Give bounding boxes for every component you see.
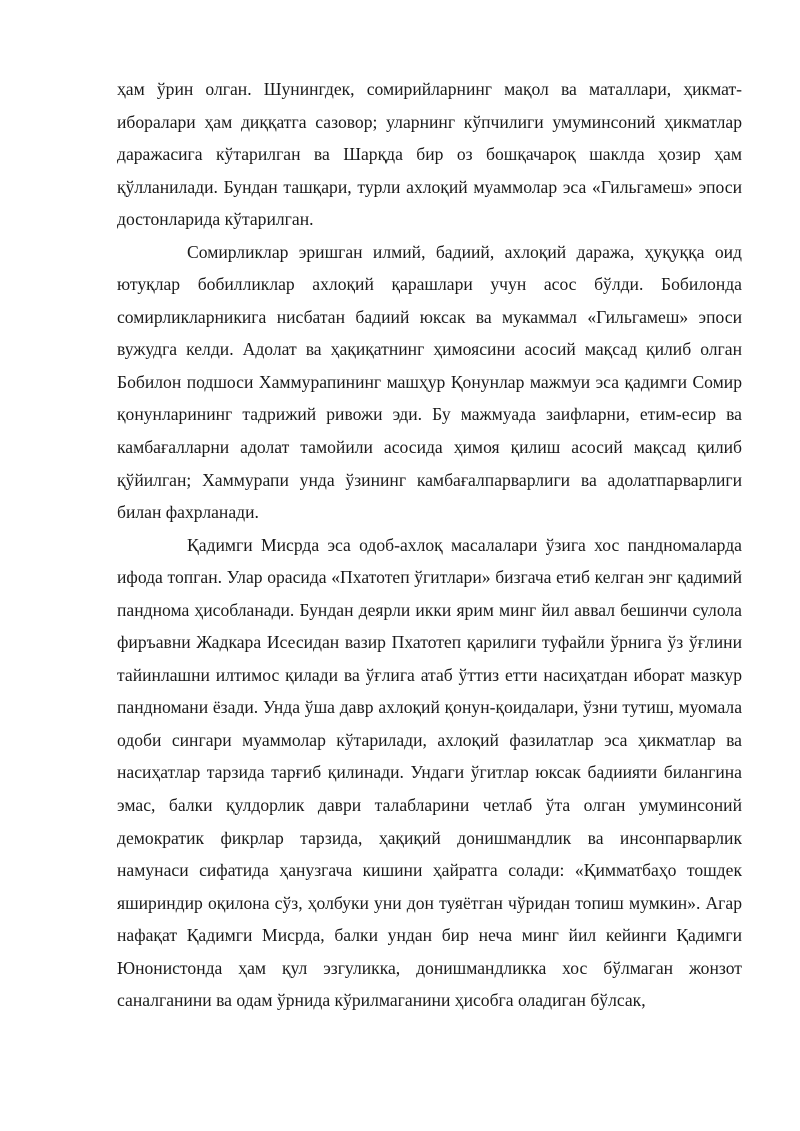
paragraph-continued: ҳам ўрин олган. Шунингдек, сомирийларнинг мақол ва маталлари, ҳикмат-иборалари ҳам диққатга сазовор; уларнинг кўпчилиги умуминсоний ҳикматлар даражасига кўтарилган ва Шарқда бир оз бошқачароқ шаклда ҳозир ҳам қўлланилади. Бундан ташқари, турли ахлоқий муаммолар эса «Гильгамеш» эпоси достонларида кўтарилган.: [117, 79, 742, 230]
paragraph-sumerian-achievements: Сомирликлар эришган илмий, бадиий, ахлоқий даража, ҳуқуққа оид ютуқлар бобилликлар ахлоқий қарашлари учун асос бўлди. Бобилонда сомирликларникига нисбатан бадиий юксак ва мукаммал «Гильгамеш» эпоси вужудга келди. Адолат ва ҳақиқатнинг ҳимоясини асосий мақсад қилиб олган Бобилон подшоси Хаммурапининг машҳур Қонунлар мажмуи эса қадимги Сомир қонунларининг тадрижий ривожи эди. Бу мажмуада заифларни, етим-есир ва камбағалларни адолат тамойили асосида ҳимоя қилиш асосий мақсад қилиб қўйилган; Хаммурапи унда ўзининг камбағалпарварлиги ва адолатпарварлиги билан фахрланади.: [117, 241, 742, 523]
paragraph-ancient-egypt: Қадимги Мисрда эса одоб-ахлоқ масалалари ўзига хос пандномаларда ифода топган. Улар орасида «Пхатотеп ўгитлари» бизгача етиб келган энг қадимий панднома ҳисобланади. Бундан деярли икки ярим минг йил аввал бешинчи сулола фиръавни Жадкара Исесидан вазир Пхатотеп қарилиги туфайли ўрнига ўз ўғлини тайинлашни илтимос қилади ва ўғлига атаб ўттиз етти насиҳатдан иборат мазкур пандномани ёзади. Унда ўша давр ахлоқий қонун-қоидалари, ўзни тутиш, муомала одоби сингари муаммолар кўтарилади, ахлоқий фазилатлар эса ҳикматлар ва насиҳатлар тарзида тарғиб қилинади. Ундаги ўгитлар юксак бадиияти билангина эмас, балки қулдорлик даври талабларини четлаб ўта олган умуминсоний демократик фикрлар тарзида, ҳақиқий донишмандлик ва инсонпарварлик намунаси сифатида ҳанузгача кишини ҳайратга солади: «Қимматбаҳо тошдек яшириндир оқилона сўз, ҳолбуки уни дон туяётган чўридан топиш мумкин». Агар нафақат Қадимги Мисрда, балки ундан бир неча минг йил кейинги Қадимги Юнонистонда ҳам қул эзгуликка, донишмандликка хос бўлмаган жонзот саналганини ва одам ўрнида кўрилмаганини ҳисобга оладиган бўлсак,: [117, 534, 742, 1011]
body-text: [117, 73, 742, 1017]
